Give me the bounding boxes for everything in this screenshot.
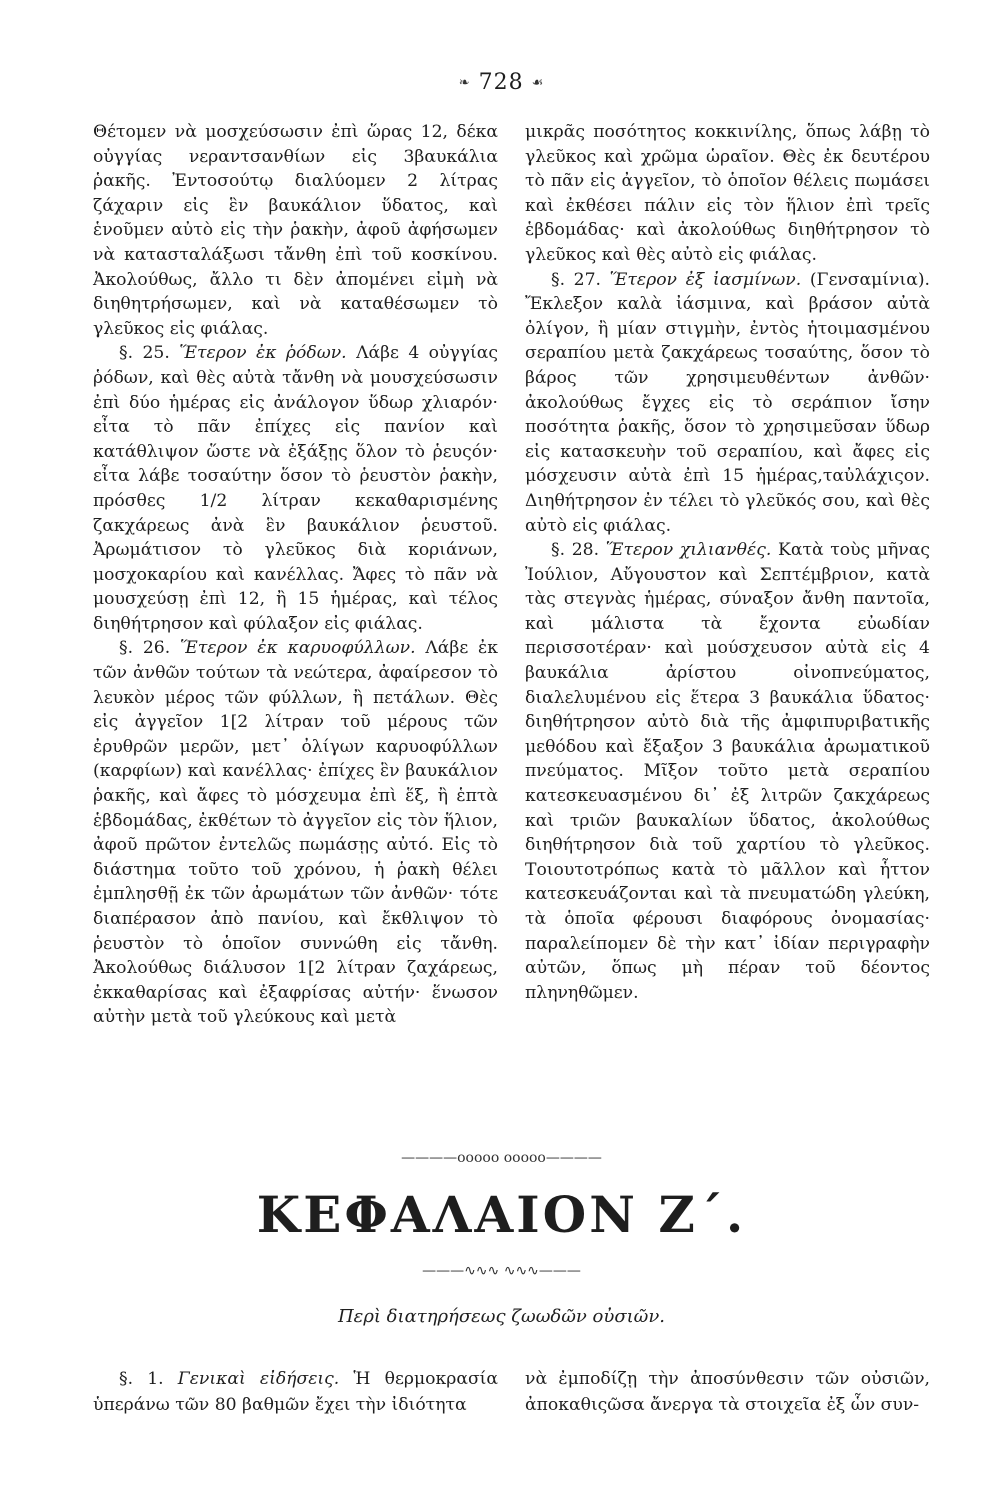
page-header	[0, 70, 1003, 95]
paragraph-continuation: μικρᾶς ποσότητος κοκκινίλης, ὅπως λάβῃ τὸ γλεῦκος καὶ χρῶμα ὡραῖον. Θὲς ἐκ δευτέρου τὸ πᾶν εἰς ἀγγεῖον, τὸ ὁποῖον θέλεις πωμάσει καὶ ἐκθέσει πάλιν εἰς τὸν ἥλιον ἐπὶ τρεῖς ἑβδομάδας· καὶ ἀκολούθως διηθήτρησον τὸ γλεῦκος καὶ θὲς αὐτὸ εἰς φιάλας.	[525, 122, 930, 265]
section-25	[93, 341, 498, 636]
separator-bottom: ———∿∿∿ ∿∿∿———	[422, 1263, 581, 1279]
bottom-right-column	[525, 1366, 930, 1418]
right-column	[525, 120, 930, 1005]
section-27	[525, 268, 930, 539]
separator-top: ————ooooo ooooo————	[401, 1150, 602, 1166]
left-column	[93, 120, 498, 1030]
section-title: Ἕτερον ἐκ ῥόδων.	[179, 343, 347, 364]
bottom-left-column	[93, 1366, 498, 1418]
section-28	[525, 538, 930, 1005]
section-number: §. 28.	[551, 540, 600, 561]
page-number: 728	[478, 70, 524, 95]
section-body: (Γενσαμίνια). Ἔκλεξον καλὰ ἰάσμινα, καὶ βράσον αὐτὰ ὀλίγον, ἢ μίαν στιγμὴν, ἐντὸς ἡτοιμασμένου σεραπίου μετὰ ζακχάρεως τοσαύτης, ὅσον τὸ βάρος τῶν χρησιμευθέντων ἀνθῶν· ἀκολούθως ἔγχες εἰς τὸ σεράπιον ἴσην ποσότητα ῥακῆς, ὅσον τὸ χρησιμεῦσαν ὕδωρ εἰς κατασκευὴν τοῦ σεραπίου, καὶ ἄφες εἰς μόσχευσιν αὐτὰ ἐπὶ 15 ἡμέρας,ταὐλάχιςον. Διηθήτρησον ἐν τέλει τὸ γλεῦκός σου, καὶ θὲς αὐτὸ εἰς φιάλας.	[525, 269, 931, 536]
chapter-title: ΚΕΦΑΛΑΙΟΝ Ζ΄.	[256, 1185, 747, 1244]
paragraph-continuation: Θέτομεν νὰ μοσχεύσωσιν ἐπὶ ὥρας 12, δέκα οὐγγίας νεραντσανθίων εἰς 3βαυκάλια ῥακῆς. Ἐντοσούτῳ διαλύομεν 2 λίτρας ζάχαριν εἰς ἓν βαυκάλιον ὕδατος, καὶ ἑνοῦμεν αὐτὸ εἰς τὴν ῥακὴν, ἀφοῦ ἀφήσωμεν νὰ κατασταλάξωσι τἄνθη ἐπὶ τοῦ κοσκίνου. Ἀκολούθως, ἄλλο τι δὲν ἀπομένει εἰμὴ νὰ διηθητρήσωμεν, καὶ νὰ καταθέσωμεν τὸ γλεῦκος εἰς φιάλας.	[93, 122, 498, 339]
section-title: Ἕτερον χιλιανθές.	[605, 540, 772, 561]
section-26	[93, 636, 498, 1030]
chapter-subtitle: Περὶ διατηρήσεως ζωωδῶν οὐσιῶν.	[337, 1306, 666, 1327]
section-title: Γενικαὶ εἰδήσεις.	[177, 1369, 340, 1389]
section-number: §. 27.	[551, 269, 601, 290]
section-title: Ἕτερον ἐξ ἰασμίνων.	[609, 269, 802, 290]
section-body: νὰ ἐμποδίζῃ τὴν ἀποσύνθεσιν τῶν οὐσιῶν, ἀποκαθιςῶσα ἄνεργα τὰ στοιχεῖα ἐξ ὧν συν-	[525, 1369, 930, 1415]
section-number: §. 1.	[119, 1369, 164, 1389]
section-number: §. 26.	[119, 638, 171, 659]
section-body: Λάβε ἐκ τῶν ἀνθῶν τούτων τὰ νεώτερα, ἀφαίρεσον τὸ λευκὸν μέρος τῶν φύλλων, ἢ πετάλων. Θὲς εἰς ἀγγεῖον 1[2 λίτραν τοῦ μέρους τῶν ἐρυθρῶν μερῶν, μετ᾽ ὀλίγων καρυοφύλλων (καρφίων) καὶ κανέλλας· ἐπίχες ἓν βαυκάλιον ῥακῆς, καὶ ἄφες τὸ μόσχευμα ἐπὶ ἕξ, ἢ ἑπτὰ ἑβδομάδας, ἐκθέτων τὸ ἀγγεῖον εἰς τὸν ἥλιον, ἀφοῦ πρῶτον ἐντελῶς πωμάσῃς αὐτό. Εἰς τὸ διάστημα τοῦτο τοῦ χρόνου, ἡ ῥακὴ θέλει ἐμπλησθῇ ἐκ τῶν ἀρωμάτων τῶν ἀνθῶν· τότε διαπέρασον ἀπὸ πανίου, καὶ ἔκθλιψον τὸ ῥευστὸν τὸ ὁποῖον συννώθη εἰς τἄνθη. Ἀκολούθως διάλυσον 1[2 λίτραν ζαχάρεως, ἐκκαθαρίσας καὶ ἐξαφρίσας αὐτήν· ἕνωσον αὐτὴν μετὰ τοῦ γλεύκους καὶ μετὰ	[93, 638, 498, 1028]
section-body: Κατὰ τοὺς μῆνας Ἰούλιον, Αὔγουστον καὶ Σεπτέμβριον, κατὰ τὰς στεγνὰς ἡμέρας, σύναξον ἄνθη παντοῖα, καὶ μάλιστα τὰ ἔχοντα εὐωδίαν περισσοτέραν· καὶ μούσχευσον αὐτὰ εἰς 4 βαυκάλια ἀρίστου οἰνοπνεύματος, διαλελυμένου εἰς ἕτερα 3 βαυκάλια ὕδατος· διηθήτρησον αὐτὸ διὰ τῆς ἀμφιπυριβατικῆς μεθόδου καὶ ἔξαξον 3 βαυκάλια ἀρωματικοῦ πνεύματος. Μῖξον τοῦτο μετὰ σεραπίου κατεσκευασμένου δι᾽ ἐξ λιτρῶν ζακχάρεως καὶ τριῶν βαυκαλίων ὕδατος, ἀκολούθως διηθήτρησον διὰ τοῦ χαρτίου τὸ γλεῦκος. Τοιουτοτρόπως κατὰ τὸ μᾶλλον καὶ ἧττον κατεσκευάζονται καὶ τὰ πνευματώδη γλεύκη, τὰ ὁποῖα φέρουσι διαφόρους ὀνομασίας· παραλείπομεν δὲ τὴν κατ᾽ ἰδίαν περιγραφὴν αὐτῶν, ὅπως μὴ πέραν τοῦ δέοντος πληνηθῶμεν.	[525, 540, 930, 1003]
section-number: §. 25.	[119, 343, 170, 364]
section-title: Ἕτερον ἐκ καρυοφύλλων.	[180, 638, 416, 659]
ornament-left-icon: ❧	[458, 75, 471, 91]
section-body: Λάβε 4 οὐγγίας ῥόδων, καὶ θὲς αὐτὰ τἄνθη νὰ μουσχεύσωσιν ἐπὶ δύο ἡμέρας εἰς ἀνάλογον ὕδωρ χλιαρόν· εἶτα τὸ πᾶν ἐπίχες εἰς πανίον καὶ κατάθλιψον ὥστε νὰ ἐξάξῃς ὅλον τὸ ῥευςόν· εἶτα λάβε τοσαύτην ὅσον τὸ ῥευστὸν ῥακὴν, πρόσθες 1/2 λίτραν κεκαθαρισμένης ζακχάρεως ἀνὰ ἓν βαυκάλιον ῥευστοῦ. Ἀρωμάτισον τὸ γλεῦκος διὰ κοριάνων, μοσχοκαρίου καὶ κανέλλας. Ἄφες τὸ πᾶν νὰ μουσχεύσῃ ἐπὶ 12, ἢ 15 ἡμέρας, καὶ τέλος διηθήτρησον καὶ φύλαξον εἰς φιάλας.	[93, 343, 498, 634]
ornament-right-icon: ☙	[531, 75, 545, 91]
section-body: Ἡ θερμοκρασία ὑπεράνω τῶν 80 βαθμῶν ἔχει τὴν ἰδιότητα	[93, 1369, 499, 1415]
